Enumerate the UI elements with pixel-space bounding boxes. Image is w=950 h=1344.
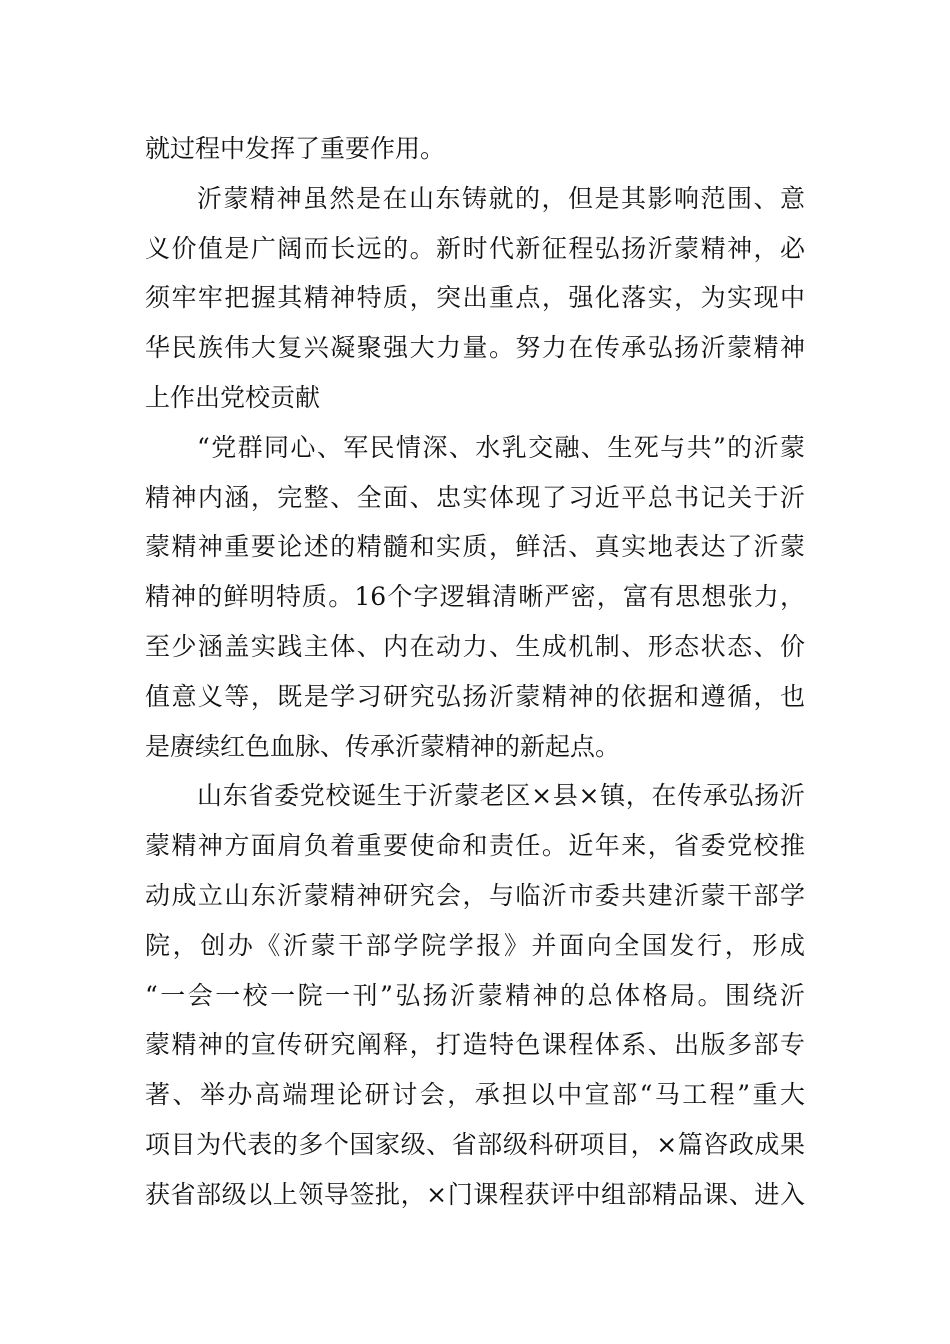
text-line: 动成立山东沂蒙精神研究会，与临沂市委共建沂蒙干部学	[145, 880, 805, 910]
text-line: “党群同心、军民情深、水乳交融、生死与共”的沂蒙	[197, 432, 805, 462]
text-line: 蒙精神的宣传研究阐释，打造特色课程体系、出版多部专	[145, 1030, 805, 1060]
text-line: 精神的鲜明特质。16个字逻辑清晰严密，富有思想张力，	[145, 582, 805, 612]
text-line: 蒙精神重要论述的精髓和实质，鲜活、真实地表达了沂蒙	[145, 532, 805, 562]
text-line: 须牢牢把握其精神特质，突出重点，强化落实，为实现中	[145, 283, 805, 313]
body-text	[145, 124, 805, 1220]
text-line: 值意义等，既是学习研究弘扬沂蒙精神的依据和遵循，也	[145, 681, 805, 711]
text-line: “一会一校一院一刊”弘扬沂蒙精神的总体格局。围绕沂	[145, 980, 805, 1010]
text-line: 精神内涵，完整、全面、忠实体现了习近平总书记关于沂	[145, 482, 805, 512]
text-line: 义价值是广阔而长远的。新时代新征程弘扬沂蒙精神，必	[145, 233, 805, 263]
text-line: 著、举办高端理论研讨会，承担以中宣部“马工程”重大	[145, 1080, 805, 1110]
text-line: 山东省委党校诞生于沂蒙老区×县×镇，在传承弘扬沂	[197, 781, 805, 811]
text-line: 沂蒙精神虽然是在山东铸就的，但是其影响范围、意	[197, 183, 805, 213]
text-line: 获省部级以上领导签批，×门课程获评中组部精品课、进入	[145, 1179, 805, 1209]
text-line: 华民族伟大复兴凝聚强大力量。努力在传承弘扬沂蒙精神	[145, 333, 805, 363]
text-line: 是赓续红色血脉、传承沂蒙精神的新起点。	[145, 731, 621, 761]
text-line: 上作出党校贡献	[145, 382, 321, 412]
text-line: 院，创办《沂蒙干部学院学报》并面向全国发行，形成	[145, 930, 805, 960]
text-line: 蒙精神方面肩负着重要使命和责任。近年来，省委党校推	[145, 831, 805, 861]
text-line: 项目为代表的多个国家级、省部级科研项目，×篇咨政成果	[145, 1129, 805, 1159]
text-line: 就过程中发挥了重要作用。	[145, 134, 446, 163]
text-line: 至少涵盖实践主体、内在动力、生成机制、形态状态、价	[145, 631, 805, 661]
